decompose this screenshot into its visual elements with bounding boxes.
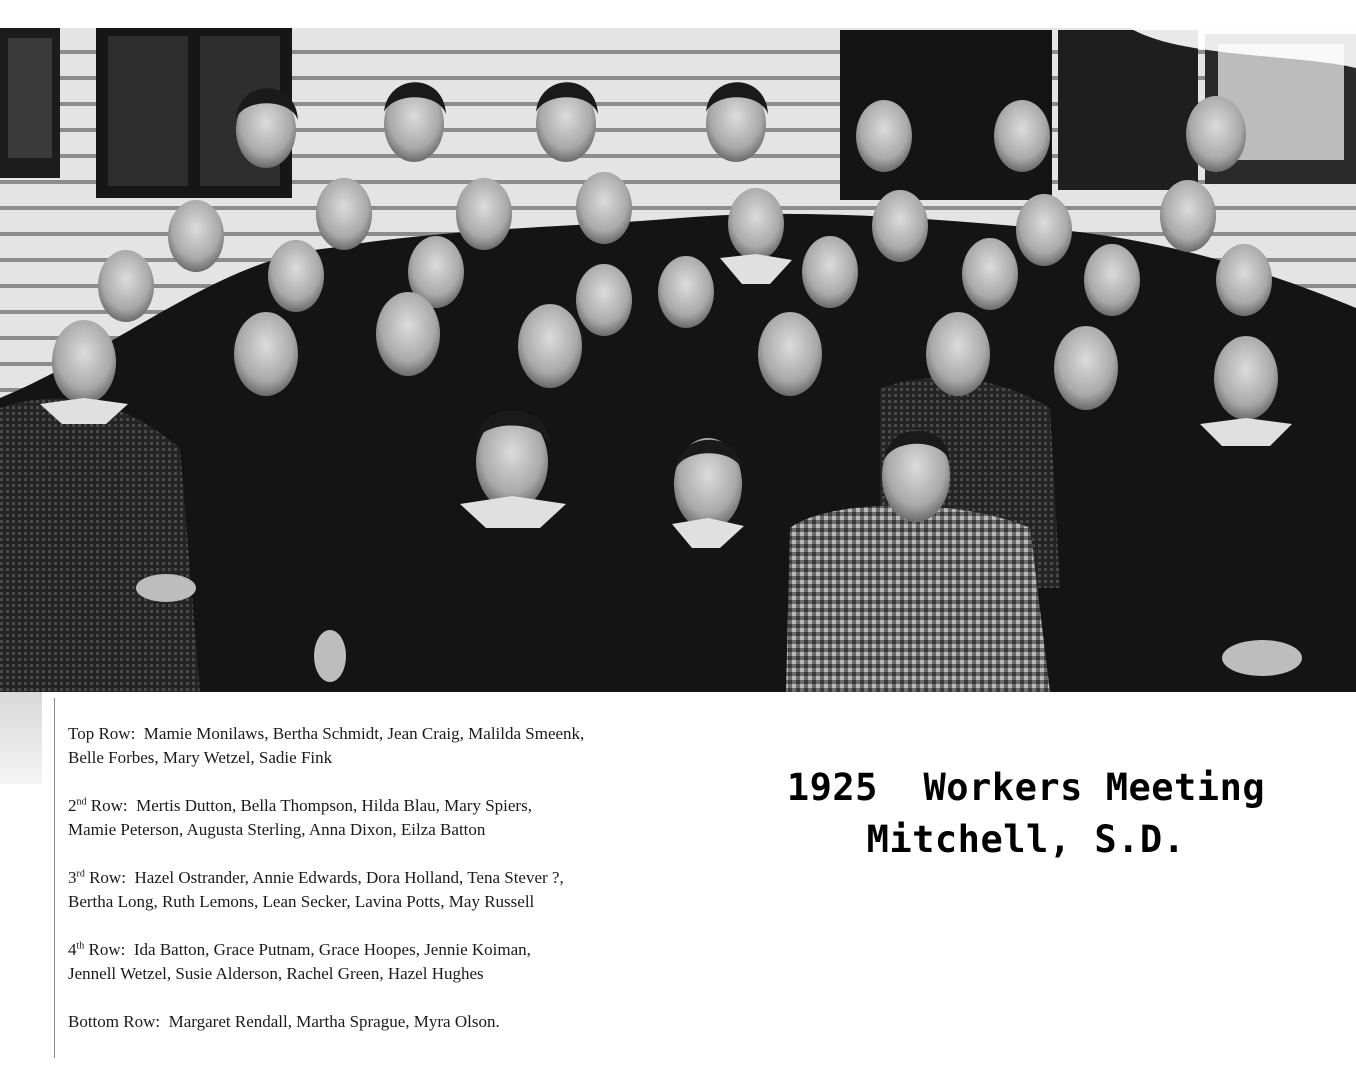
title-block <box>716 766 1336 861</box>
row-label: Row: <box>84 868 126 887</box>
row-names: Margaret Rendall, Martha Sprague, Myra Olson. <box>168 1012 500 1031</box>
title-location: Mitchell, S.D. <box>866 818 1186 861</box>
caption-row-4 <box>68 938 728 986</box>
row-label-number: 2 <box>68 796 77 815</box>
row-names: Ida Batton, Grace Putnam, Grace Hoopes, Jennie Koiman, <box>133 940 531 959</box>
caption-block <box>68 722 728 1058</box>
row-names: Belle Forbes, Mary Wetzel, Sadie Fink <box>68 748 333 767</box>
caption-row-3 <box>68 866 728 914</box>
plaid-dress <box>786 506 1050 693</box>
row-label-suffix: nd <box>76 796 87 808</box>
row-names: Jennell Wetzel, Susie Alderson, Rachel Green, Hazel Hughes <box>68 964 484 983</box>
caption-top-row <box>68 722 728 770</box>
door <box>1058 30 1198 190</box>
row-names: Mamie Monilaws, Bertha Schmidt, Jean Craig, Malilda Smeenk, <box>143 724 585 743</box>
photograph-icon <box>0 28 1356 692</box>
row-label: Bottom Row: <box>68 1012 161 1031</box>
row-label-suffix: th <box>76 940 85 952</box>
row-label-suffix: rd <box>76 868 85 880</box>
row-names: Mamie Peterson, Augusta Sterling, Anna Dixon, Eilza Batton <box>68 820 486 839</box>
row-label: Row: <box>86 796 128 815</box>
title-event: 1925 Workers Meeting <box>786 766 1266 809</box>
group-photograph <box>0 28 1356 692</box>
caption-divider <box>54 698 55 1058</box>
row-label-number: 3 <box>68 868 77 887</box>
row-label: Top Row: <box>68 724 136 743</box>
caption-row-2 <box>68 794 728 842</box>
row-label-number: 4 <box>68 940 77 959</box>
row-names: Hazel Ostrander, Annie Edwards, Dora Holland, Tena Stever ?, <box>134 868 564 887</box>
photo-edge-shadow <box>0 692 42 784</box>
row-names: Bertha Long, Ruth Lemons, Lean Secker, Lavina Potts, May Russell <box>68 892 535 911</box>
caption-bottom-row <box>68 1010 728 1034</box>
row-names: Mertis Dutton, Bella Thompson, Hilda Blau, Mary Spiers, <box>136 796 532 815</box>
row-label: Row: <box>84 940 126 959</box>
